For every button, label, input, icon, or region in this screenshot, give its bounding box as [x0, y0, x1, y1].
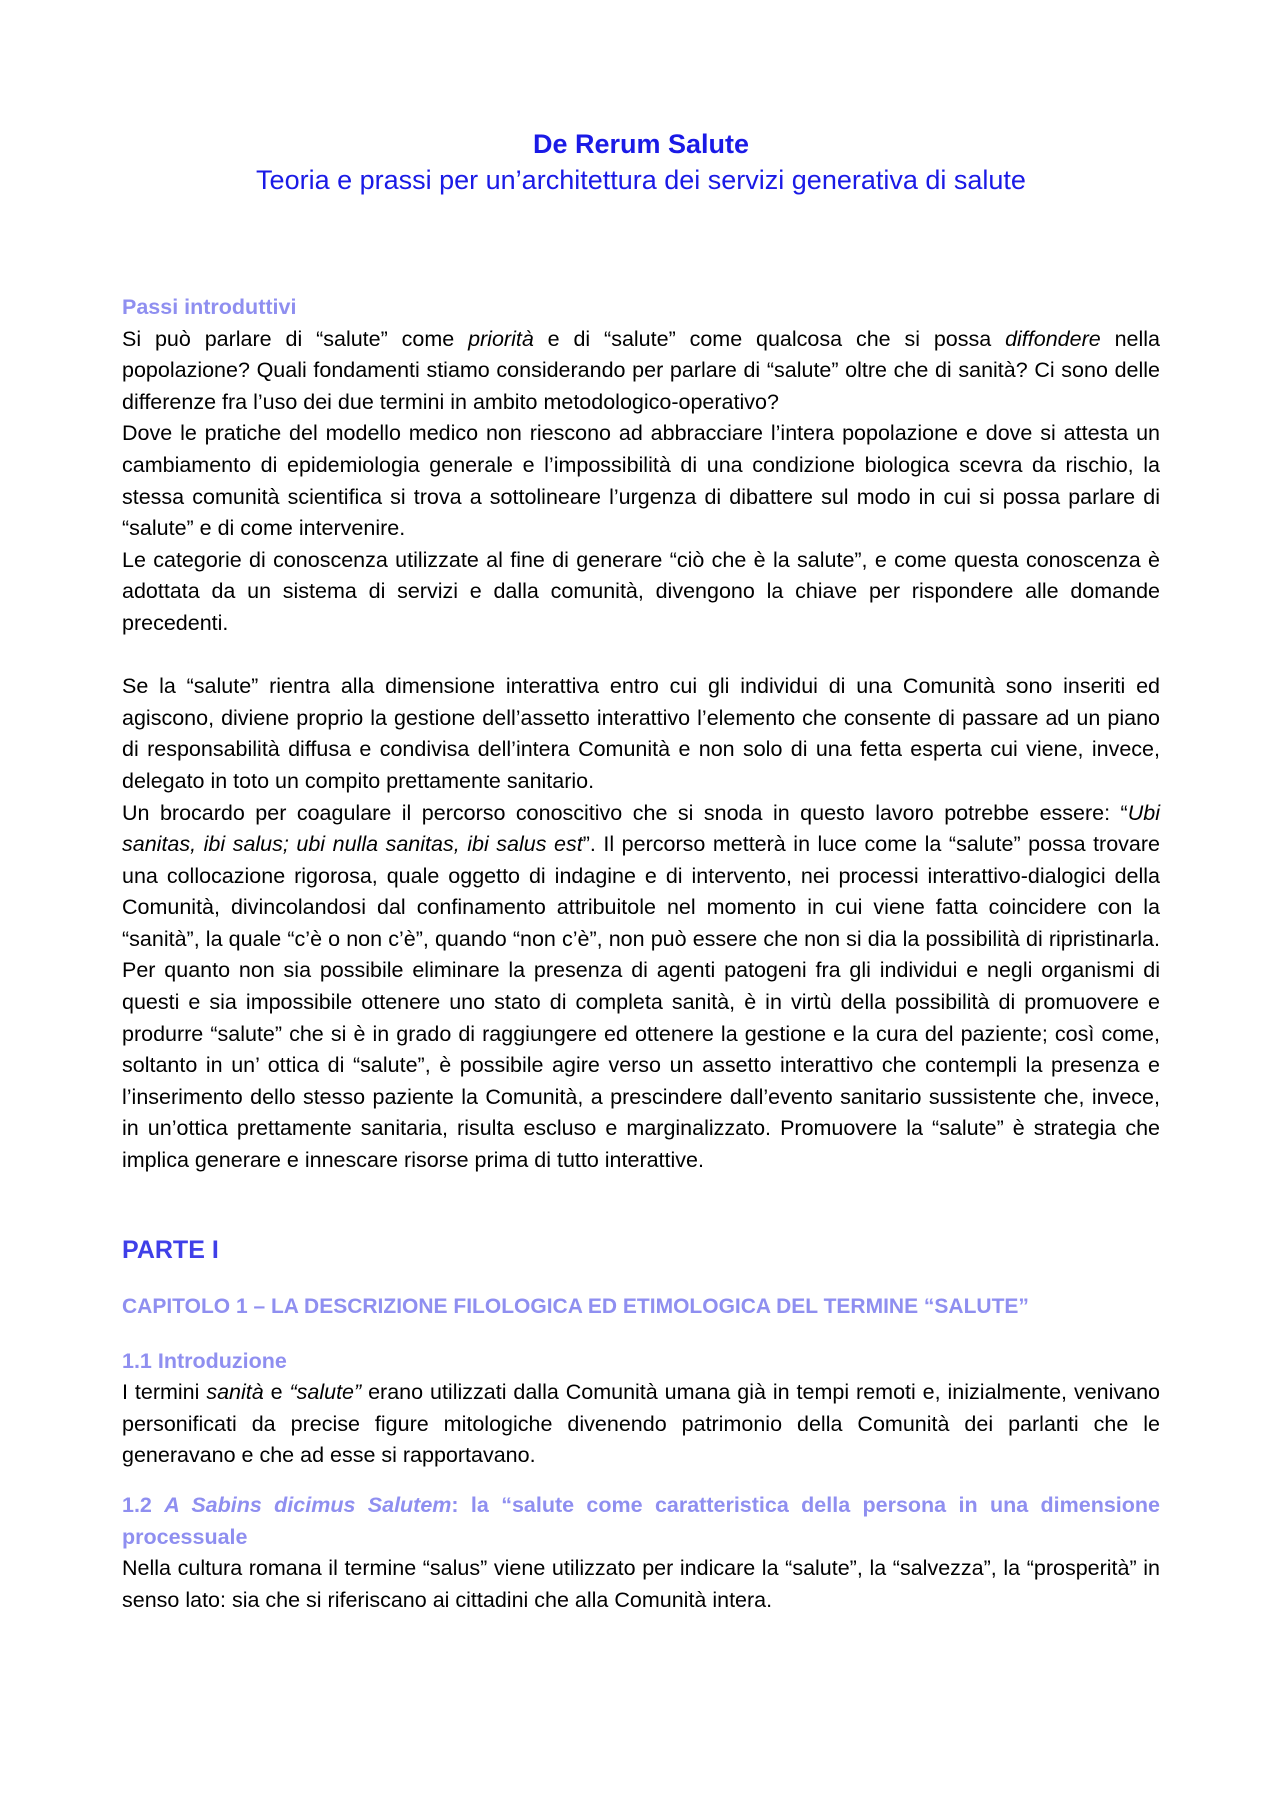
document-title: De Rerum Salute [532, 129, 750, 159]
chapter-heading: CAPITOLO 1 – LA DESCRIZIONE FILOLOGICA ED ETIMOLOGICA DEL TERMINE “SALUTE” [122, 1294, 1029, 1318]
section-1-2-paragraph: Nella cultura romana il termine “salus” viene utilizzato per indicare la “salute”, la “salvezza”, la “prosperità” in senso lato: sia che si riferiscano ai cittadini che alla Comunità intera. [122, 1556, 1160, 1612]
intro-paragraph-2: Dove le pratiche del modello medico non riescono ad abbracciare l’intera popolazione e dove si attesta un cambiamento di epidemiologia generale e l’impossibilità di una condizione biologica scevra da rischio, la stessa comunità scientifica si trova a sottolineare l’urgenza di dibattere sul modo in cui si possa parlare di “salute” e di come intervenire. [122, 421, 1160, 541]
section-1-1-paragraph: I termini sanità e “salute” erano utilizzati dalla Comunità umana già in tempi remoti e, inizialmente, venivano personificati da precise figure mitologiche divenendo patrimonio della Comunità dei parlanti che le generavano e che ad esse si rapportavano. [122, 1380, 1161, 1468]
section-heading-intro: Passi introduttivi [122, 295, 297, 319]
intro-paragraph-4: Se la “salute” rientra alla dimensione interattiva entro cui gli individui di una Comunità sono inseriti ed agiscono, diviene proprio la gestione dell’assetto interattivo l’elemento che consente di passare ad un piano di responsabilità diffusa e condivisa dell’intera Comunità e non solo di una fetta esperta cui viene, invece, delegato in toto un compito prettamente sanitario. [122, 674, 1160, 793]
section-heading-1-2: 1.2 A Sabins dicimus Salutem: la “salute come caratteristica della persona in una dimensione processuale [122, 1493, 1160, 1549]
intro-paragraph-1: Si può parlare di “salute” come priorità e di “salute” come qualcosa che si possa diffondere nella popolazione? Quali fondamenti stiamo considerando per parlare di “salute” oltre che di sanità? Ci sono delle differenze fra l’uso dei due termini in ambito metodologico-operativo? [122, 326, 1160, 414]
intro-paragraph-5: Un brocardo per coagulare il percorso conoscitivo che si snoda in questo lavoro potrebbe essere: “Ubi sanitas, ibi salus; ubi nulla sanitas, ibi salus est”. Il percorso metterà in luce come la “salute” possa trovare una collocazione rigorosa, quale oggetto di indagine e di intervento, nei processi interattivo-dialogici della Comunità, divincolandosi dal confinamento attribuitole nel momento in cui viene fatta coincidere con la “sanità”, la quale “c’è o non c’è”, quando “non c’è”, non può essere che non si dia la possibilità di ripristinarla. Per quanto non sia possibile eliminare la presenza di agenti patogeni fra gli individui e negli organismi di questi e sia impossibile ottenere uno stato di completa sanità, è in virtù della possibilità di promuovere e produrre “salute” che si è in grado di raggiungere ed ottenere la gestione e la cura del paziente; così come, soltanto in un’ ottica di “salute”, è possibile agire verso un assetto interattivo che contempli la presenza e l’inserimento dello stesso paziente la Comunità, a prescindere dall’evento sanitario sussistente che, invece, in un’ottica prettamente sanitaria, risulta escluso e marginalizzato. Promuovere la “salute” è strategia che implica generare e innescare risorse prima di tutto interattive. [122, 800, 1160, 1173]
document-subtitle: Teoria e prassi per un’architettura dei servizi generativa di salute [256, 165, 1026, 195]
intro-paragraph-3: Le categorie di conoscenza utilizzate al fine di generare “ciò che è la salute”, e come questa conoscenza è adottata da un sistema di servizi e dalla comunità, divengono la chiave per rispondere alle domande precedenti. [122, 547, 1160, 635]
section-heading-1-1: 1.1 Introduzione [122, 1348, 287, 1373]
document-page [122, 126, 1160, 1616]
part-heading: PARTE I [122, 1235, 219, 1264]
title-block [122, 126, 1160, 198]
